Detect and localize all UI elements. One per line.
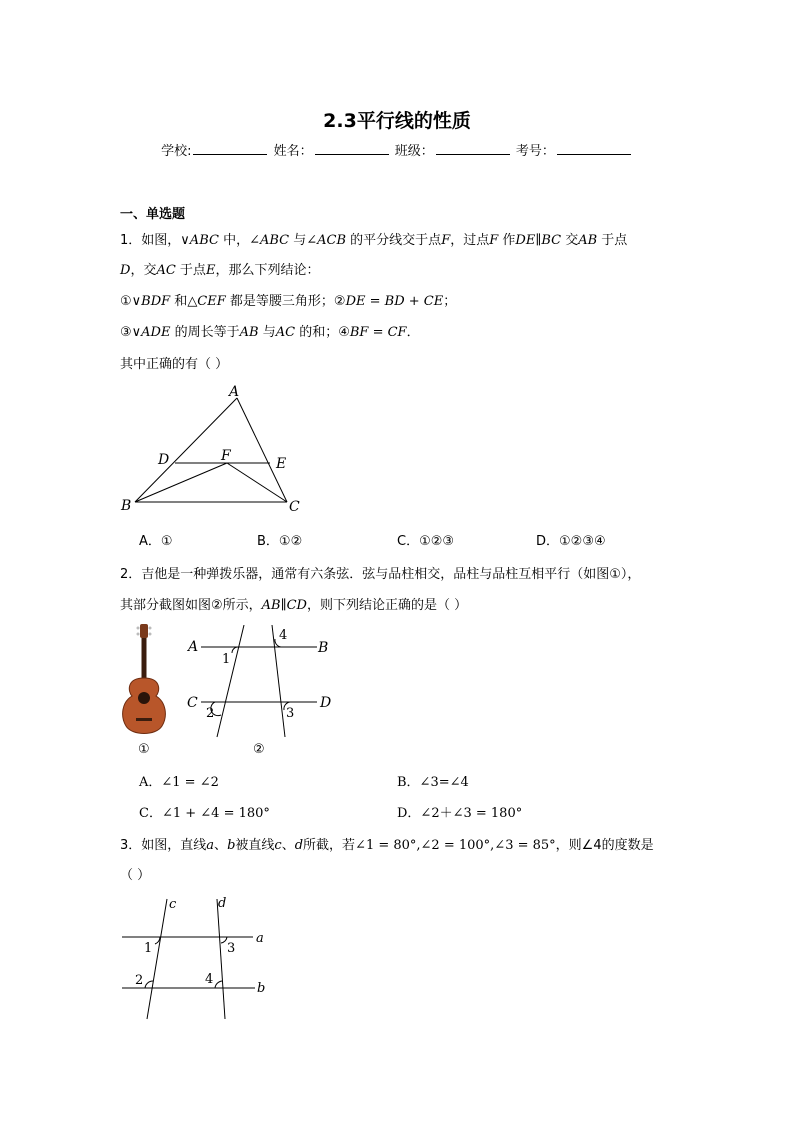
- q1-option-a[interactable]: A．①: [139, 534, 173, 549]
- q1-line-3: ①∨BDF 和△CEF 都是等腰三角形；②DE = BD + CE；: [120, 294, 457, 309]
- q1-option-b[interactable]: B．①②: [257, 534, 303, 549]
- q1-line-4: ③∨ADE 的周长等于AB 与AC 的和；④BF = CF．: [120, 325, 420, 340]
- segment-AC: [237, 398, 287, 502]
- arc-4: [215, 981, 222, 988]
- figure-2-caption: ②: [253, 742, 265, 757]
- label-3: 3: [227, 941, 236, 956]
- q1-line-2: D，交AC 于点E，那么下列结论：: [120, 263, 320, 278]
- label-4: 4: [279, 628, 288, 643]
- label-4: 4: [205, 972, 214, 987]
- q1-line-5: 其中正确的有（ ）: [120, 357, 229, 372]
- label-a: a: [256, 931, 264, 946]
- section-heading: 一、单选题: [120, 207, 186, 222]
- info-line: [0, 140, 794, 159]
- q2-option-a[interactable]: A．∠1 = ∠2: [139, 775, 219, 790]
- line-d: [217, 899, 225, 1019]
- class-blank[interactable]: [436, 142, 510, 155]
- name-blank[interactable]: [315, 142, 389, 155]
- label-D: D: [320, 695, 332, 711]
- label-B: B: [121, 498, 132, 514]
- q3-line-2: （ ）: [120, 868, 151, 883]
- label-d: d: [218, 896, 227, 911]
- q1-triangle-figure: [115, 380, 315, 515]
- q2-line-1: 2．吉他是一种弹拨乐器，通常有六条弦．弦与品柱相交，品柱与品柱互相平行（如图①），: [120, 567, 641, 582]
- school-label: 学校:: [161, 144, 192, 159]
- label-b: b: [257, 981, 266, 996]
- label-B: B: [318, 640, 329, 656]
- q2-option-c[interactable]: C．∠1 + ∠4 = 180°: [139, 806, 270, 821]
- label-2: 2: [206, 706, 215, 721]
- q3-parallel-lines-figure: [115, 893, 275, 1021]
- q1-line-1: 1．如图，∨ABC 中，∠ABC 与∠ACB 的平分线交于点F，过点F 作DE∥BC 交AB 于点: [120, 233, 628, 248]
- q2-parallel-lines-figure: [184, 625, 344, 740]
- label-1: 1: [144, 941, 153, 956]
- q3-line-1: 3．如图，直线a、b被直线c、d所截，若∠1 = 80°,∠2 = 100°,∠3 = 85°，则∠4的度数是: [120, 838, 654, 853]
- label-F: F: [221, 448, 231, 464]
- name-label: 姓名：: [273, 144, 313, 159]
- arc-2: [145, 981, 153, 988]
- q2-option-b[interactable]: B．∠3=∠4: [397, 775, 469, 790]
- label-A: A: [229, 384, 240, 400]
- exam-no-label: 考号：: [515, 144, 555, 159]
- q2-line-2: 其部分截图如图②所示，AB∥CD，则下列结论正确的是（ ）: [120, 598, 468, 613]
- school-blank[interactable]: [193, 142, 267, 155]
- label-1: 1: [222, 652, 231, 667]
- label-3: 3: [286, 706, 295, 721]
- guitar-icon: [116, 620, 172, 738]
- q2-option-d[interactable]: D．∠2＋∠3 = 180°: [397, 806, 523, 821]
- label-C: C: [289, 499, 300, 515]
- class-label: 班级：: [394, 144, 434, 159]
- label-2: 2: [135, 973, 144, 988]
- segment-BF: [135, 463, 227, 502]
- label-E: E: [276, 456, 287, 472]
- q1-option-c[interactable]: C．①②③: [397, 534, 455, 549]
- transversal-left: [217, 625, 244, 737]
- line-c: [147, 899, 167, 1019]
- label-c: c: [169, 897, 177, 912]
- label-A: A: [188, 639, 199, 655]
- q1-option-d[interactable]: D．①②③④: [536, 534, 606, 549]
- page-title: 2.3平行线的性质: [323, 110, 471, 132]
- figure-1-caption: ①: [138, 742, 150, 757]
- exam-no-blank[interactable]: [557, 142, 631, 155]
- label-D: D: [158, 452, 170, 468]
- label-C: C: [187, 695, 198, 711]
